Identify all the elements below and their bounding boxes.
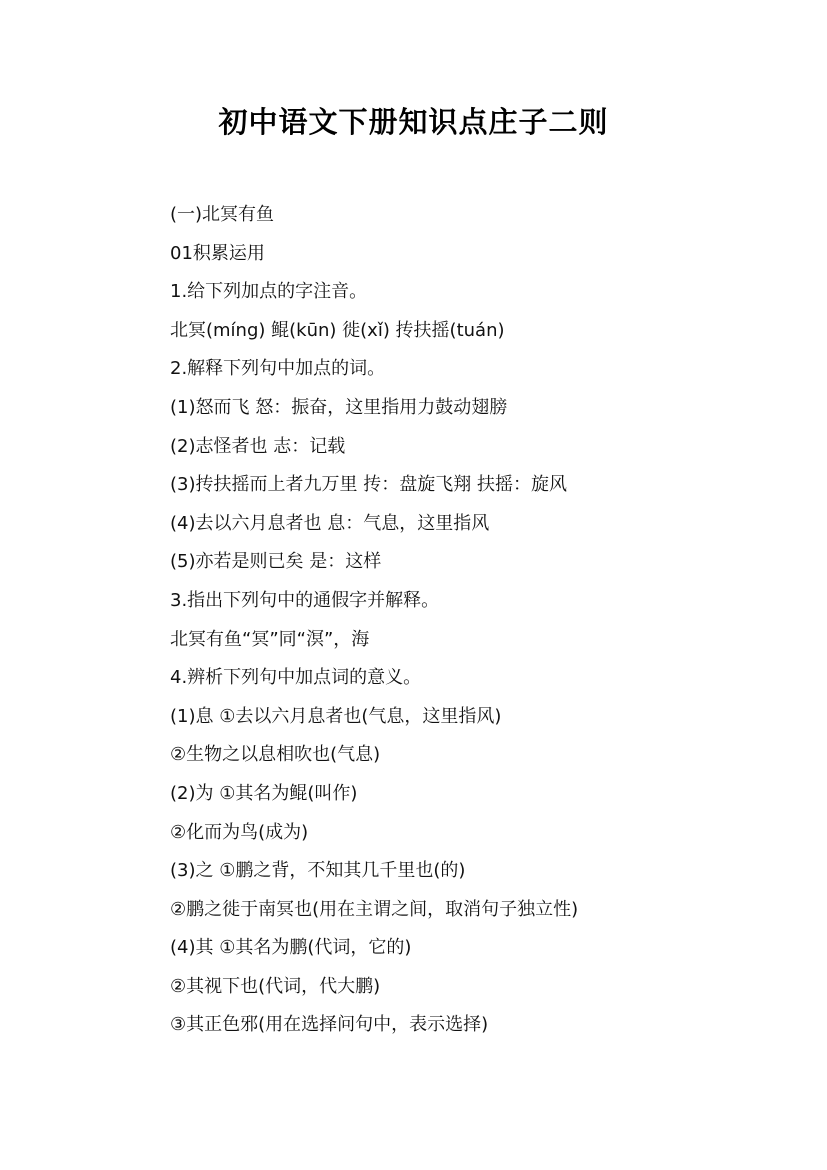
text-line: (5)亦若是则已矣 是：这样	[170, 551, 382, 573]
text-line: (4)其 ①其名为鹏(代词，它的)	[170, 937, 412, 959]
text-line: (一)北冥有鱼	[170, 204, 275, 225]
document-body	[170, 196, 790, 1045]
text-line: 1.给下列加点的字注音。	[170, 281, 368, 303]
text-line: (1)息 ①去以六月息者也(气息，这里指风)	[170, 705, 502, 727]
text-line: 北冥有鱼“冥”同“溟”，海	[170, 628, 370, 650]
text-line: ②生物之以息相吹也(气息)	[170, 744, 381, 766]
text-line: (3)之 ①鹏之背，不知其几千里也(的)	[170, 860, 466, 882]
document-title: 初中语文下册知识点庄子二则	[218, 105, 609, 139]
text-line: 01积累运用	[170, 242, 265, 264]
text-line: 2.解释下列句中加点的词。	[170, 358, 386, 380]
text-line: 北冥(míng) 鲲(kūn) 徙(xǐ) 抟扶摇(tuán)	[170, 319, 505, 341]
text-line: ②鹏之徙于南冥也(用在主谓之间，取消句子独立性)	[170, 898, 579, 920]
text-line: 3.指出下列句中的通假字并解释。	[170, 589, 440, 611]
text-line: 4.辨析下列句中加点词的意义。	[170, 667, 422, 689]
text-line: ②化而为鸟(成为)	[170, 821, 309, 843]
text-line: ③其正色邪(用在选择问句中，表示选择)	[170, 1014, 489, 1036]
text-line: ②其视下也(代词，代大鹏)	[170, 975, 381, 997]
text-line: (4)去以六月息者也 息：气息，这里指风	[170, 512, 490, 534]
text-line: (3)抟扶摇而上者九万里 抟：盘旋飞翔 扶摇：旋风	[170, 474, 567, 496]
text-line: (2)为 ①其名为鲲(叫作)	[170, 782, 358, 804]
text-line: (1)怒而飞 怒：振奋，这里指用力鼓动翅膀	[170, 396, 508, 418]
text-line: (2)志怪者也 志：记载	[170, 435, 346, 457]
